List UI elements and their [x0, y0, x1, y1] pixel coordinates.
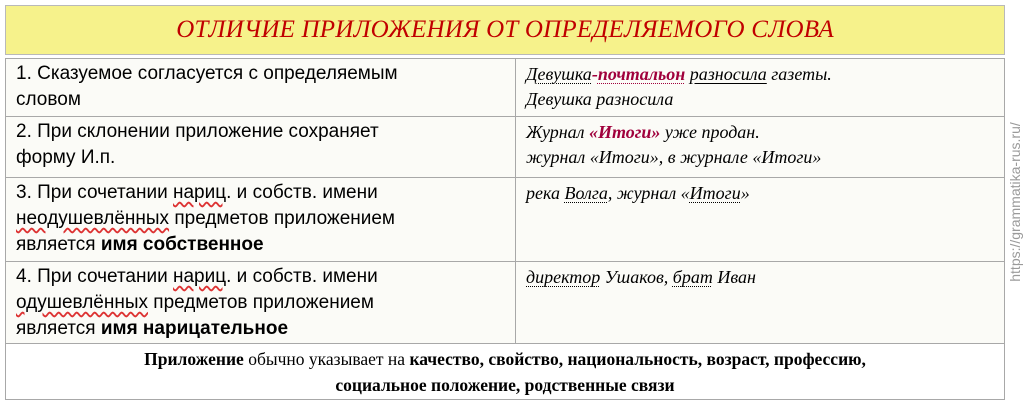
example-cell	[516, 59, 1004, 116]
rule-bold-text: имя собственное	[100, 234, 264, 255]
rule-text-part: 3. При сочетании	[16, 182, 173, 203]
table-row	[6, 178, 1004, 262]
example-cell	[516, 262, 1004, 343]
table-row	[6, 117, 1004, 178]
example-cell	[516, 178, 1004, 261]
comparison-table	[5, 58, 1005, 344]
example-line	[526, 181, 1004, 206]
rule-text	[16, 264, 515, 290]
rule-cell	[6, 262, 516, 343]
rule-text: словом	[16, 89, 81, 110]
rule-text	[16, 290, 515, 316]
rule-text-part: нариц	[173, 266, 227, 287]
summary-text: обычно указывает на	[243, 349, 410, 369]
example-line: Девушка разносила	[526, 89, 674, 109]
example-text: Журнал	[526, 122, 589, 142]
page-title: ОТЛИЧИЕ ПРИЛОЖЕНИЯ ОТ ОПРЕДЕЛЯЕМОГО СЛОВА	[5, 5, 1005, 55]
rule-text: 2. При склонении приложение сохраняет	[16, 121, 379, 142]
table-row	[6, 59, 1004, 117]
summary-bold: качество, свойство, национальность, возраст, профессию,	[409, 349, 866, 369]
rule-text-part: нариц	[173, 182, 227, 203]
example-predicate: разносила	[689, 64, 767, 84]
example-word: директор	[526, 267, 601, 287]
example-text: газеты.	[766, 64, 832, 84]
rule-cell	[6, 178, 516, 261]
example-word: брат	[672, 267, 713, 287]
example-dash: -	[591, 64, 598, 84]
rule-text: 1. Сказуемое согласуется с определяемым	[16, 63, 398, 84]
example-accent-word: почтальон	[597, 64, 686, 84]
rule-text	[16, 232, 515, 258]
example-text: Ушаков,	[600, 267, 673, 287]
example-text: уже продан.	[660, 122, 760, 142]
summary-line: социальное положение, родственные связи	[335, 375, 675, 395]
summary-line	[6, 346, 1004, 372]
example-text: река	[526, 183, 565, 203]
example-line: журнал «Итоги», в журнале «Итоги»	[526, 147, 822, 167]
example-word: Девушка	[526, 64, 592, 84]
rule-text-part: предметов приложением	[148, 292, 374, 313]
example-text: , журнал «	[607, 183, 690, 203]
rule-text	[16, 206, 515, 232]
example-text: »	[740, 183, 750, 203]
rule-text: форму И.п.	[16, 147, 116, 168]
rule-text-part: является	[16, 234, 101, 255]
watermark	[1006, 0, 1024, 403]
example-accent-word: «Итоги»	[588, 122, 661, 142]
rule-text-part: одушевлённых	[16, 292, 148, 313]
rule-text	[16, 180, 515, 206]
example-cell	[516, 117, 1004, 177]
rule-bold-text: имя нарицательное	[100, 318, 289, 339]
example-text: Иван	[712, 267, 756, 287]
rule-text-part: . и собств. имени	[226, 182, 378, 203]
example-line	[526, 120, 1004, 145]
rule-text-part: неодушевлённых	[16, 208, 170, 229]
rule-cell	[6, 59, 516, 116]
rule-text-part: 4. При сочетании	[16, 266, 173, 287]
example-line	[526, 62, 1004, 87]
example-line	[526, 265, 1004, 290]
summary-note	[5, 344, 1005, 400]
example-word: Волга	[564, 183, 608, 203]
rule-text-part: предметов приложением	[169, 208, 395, 229]
rule-text-part: является	[16, 318, 101, 339]
summary-bold: Приложение	[144, 349, 244, 369]
watermark-text: https://grammatika-rus.ru/	[1007, 121, 1023, 282]
example-word: Итоги	[689, 183, 741, 203]
rule-text	[16, 316, 515, 342]
table-row	[6, 262, 1004, 343]
rule-cell	[6, 117, 516, 177]
rule-text-part: . и собств. имени	[226, 266, 378, 287]
